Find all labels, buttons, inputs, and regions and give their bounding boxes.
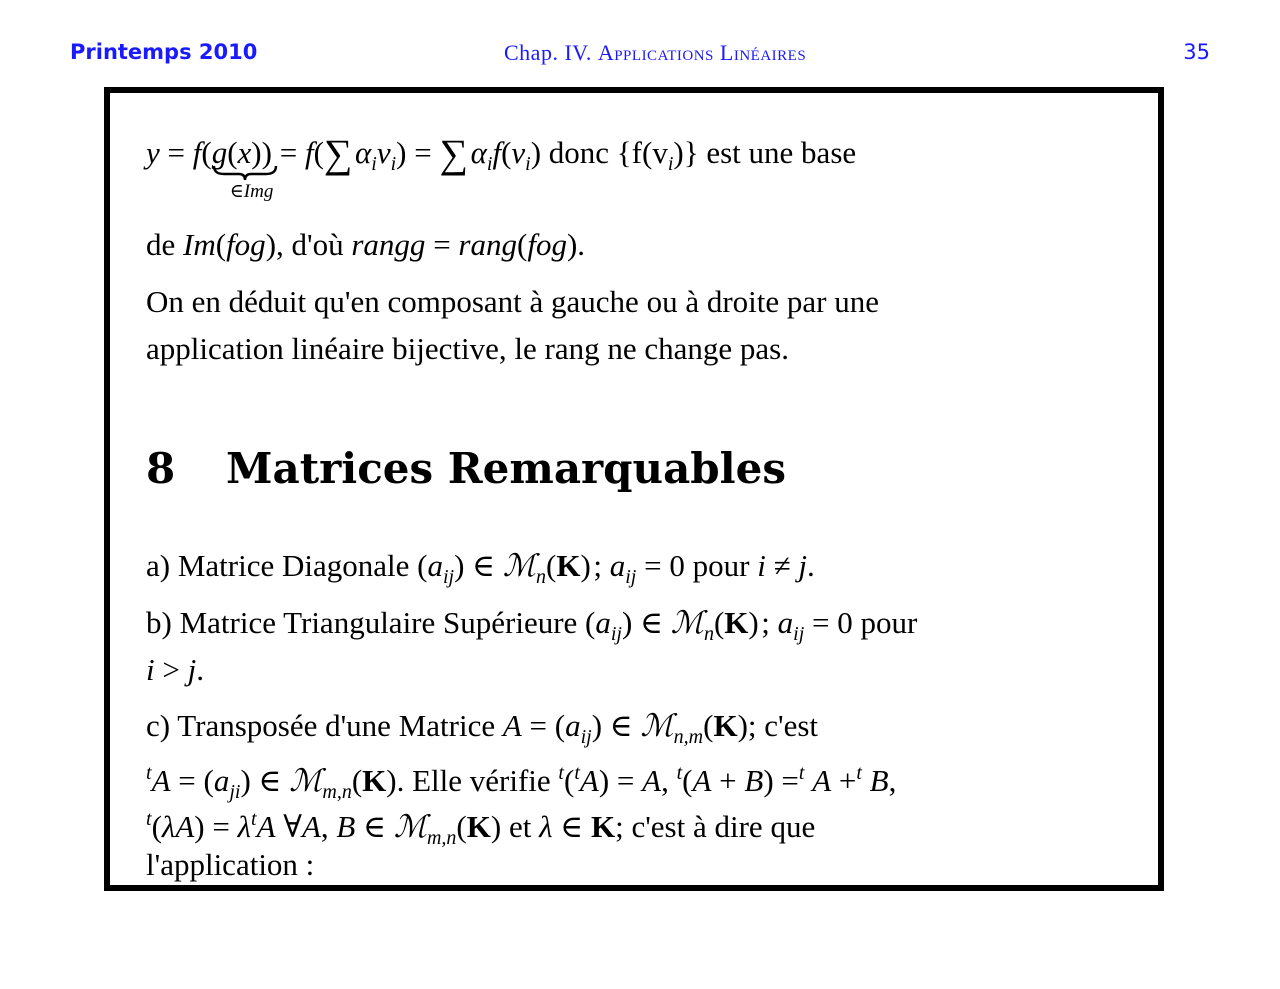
- section-heading: [146, 444, 786, 494]
- header-date: Printemps 2010: [70, 40, 258, 64]
- underbrace: g(x) ∈Img: [212, 130, 262, 176]
- item-c-line-3: $^t(\lambda A) = \lambda^tA$ ∀A, B ∈ ℳ$_{m,n}$(K) et λ ∈ K; c'est à dire que: [146, 808, 816, 849]
- underbrace-icon: [212, 164, 278, 182]
- paragraph-line-2: application linéaire bijective, le rang ne change pas.: [146, 331, 789, 366]
- item-a: a) Matrice Diagonale $(a_{ij})$ ∈ ℳ$_n$(K) ; $a_{ij} = 0$ pour i ≠ j.: [146, 548, 815, 588]
- item-c-line-4: l'application :: [146, 847, 315, 882]
- page-number: 35: [1183, 40, 1210, 64]
- paragraph-line-1: On en déduit qu'en composant à gauche ou à droite par une: [146, 284, 879, 319]
- page-header: [0, 40, 1280, 70]
- rank-line: de Im(fog), d'où rangg = rang(fog).: [146, 227, 586, 262]
- section-number: 8: [146, 444, 176, 493]
- item-c-line-1: c) Transposée d'une Matrice $A = (a_{ij})$ ∈ ℳ$_{n,m}$(K); c'est: [146, 708, 819, 748]
- header-chapter-title: Applications Linéaires: [597, 40, 807, 65]
- item-b-line-1: b) Matrice Triangulaire Supérieure $(a_{ij})$ ∈ ℳ$_n$(K) ; $a_{ij} = 0$ pour: [146, 605, 918, 645]
- underbrace-label: ∈Img: [229, 181, 274, 202]
- section-title: Matrices Remarquables: [226, 444, 786, 493]
- item-b-line-2: i > j.: [146, 652, 204, 687]
- equation-line: y = f(g(x) ∈Img ) = f(∑ $\alpha_iv_i$) = ∑ $\alpha_if(v_i)$ donc $\{f(v_i)\}$ est une base: [146, 131, 857, 202]
- item-c-line-2: $^tA = (a_{ji})$ ∈ ℳ$_{m,n}$(K). Elle vérifie $^t$($^t$A) = A, $^t$(A + B) =$^t$ A +$^t$ B,: [146, 762, 897, 803]
- header-chapter: Chap. IV. Applications Linéaires: [504, 40, 807, 65]
